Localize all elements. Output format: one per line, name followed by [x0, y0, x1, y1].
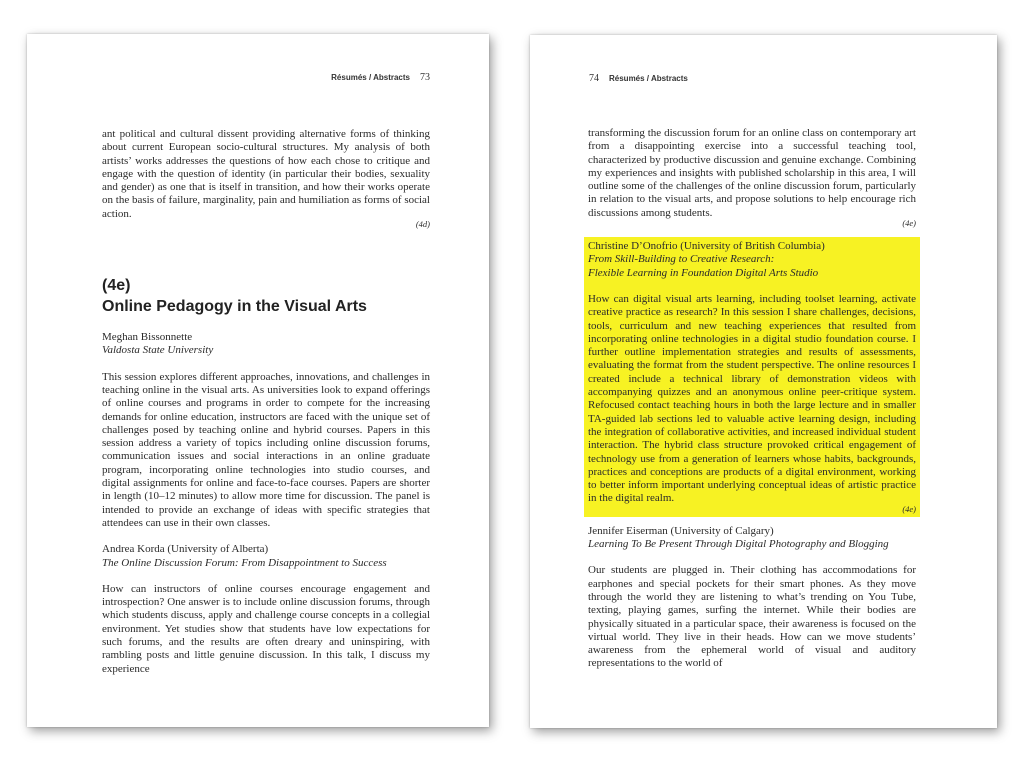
left-page [27, 34, 489, 727]
section-ref: (4e) [902, 503, 916, 514]
continued-abstract: transforming the discussion forum for an online class on contemporary art from a disappointing exercise into a successful teaching tool, characterized by productive discussion and genuine exchange. Combining my experiences and insights with published scholarship in this area, I will outline some of the challenges of the online discussion forum, particularly in relation to the visual arts, and propose solutions to help encourage rich discussions among students. [588, 127, 916, 219]
right-column [588, 127, 916, 671]
paper-author: Andrea Korda (University of Alberta) [102, 543, 269, 556]
page-header [331, 72, 430, 83]
page-number: 73 [420, 72, 430, 83]
session-chair: Meghan Bissonnette [102, 331, 193, 344]
paper-author: Jennifer Eiserman (University of Calgary) [588, 524, 774, 537]
section-ref: (4d) [415, 219, 430, 230]
running-head: Résumés / Abstracts [331, 73, 410, 82]
session-description: This session explores different approaches, innovations, and challenges in teaching online in the visual arts. As universities look to expand offerings of online courses and programs in order to compete for the increasing demands for online education, instructors are faced with the unique set of challenges posed by teaching online and hybrid courses. Papers in this session address a variety of topics including online discussion forums, communication issues and social interactions in an online graduate program, incorporating online technologies into studio courses, and digital assignments for online and face-to-face courses. Papers are shorter in length (10–12 minutes) to allow more time for discussion. The panel is intended to provide an exchange of ideas with specific strategies that attendees can use in their own classes. [102, 370, 430, 529]
right-page [530, 35, 997, 728]
paper-author: Christine D’Onofrio (University of British Columbia) [588, 240, 825, 253]
highlighted-abstract [584, 237, 920, 517]
paper-title: Learning To Be Present Through Digital Photography and Blogging [588, 538, 889, 551]
paper-title: The Online Discussion Forum: From Disappointment to Success [102, 556, 387, 569]
paper-abstract: Our students are plugged in. Their clothing has accommodations for earphones and special pockets for their smart phones. As they move through the world they are listening to what’s trending on You Tube, texting, playing games, surfing the internet. While their bodies are physically situated in a particular space, their awareness is focused on the virtual world. They live in their heads. How can we move students’ awareness from the ephemeral world of visual and auditory representations to the world of [588, 564, 916, 670]
page-header [589, 73, 688, 84]
section-ref: (4e) [902, 218, 916, 229]
left-column [102, 128, 430, 676]
paper-abstract: How can digital visual arts learning, including toolset learning, activate creative practice as research? In this session I share challenges, decisions, tools, curriculum and new teaching experiences that resulted from incorporating online technologies in a digital studio foundation course. I further outline implementation strategies and results of assessments, evaluating the format from the student perspective. The online resources I created include a technical library of demonstration videos with accompanying quizzes and an anonymous online peer-critique system. Refocused contact teaching hours in both the large lecture and in smaller TA-guided lab sections led to valuable active learning design, including the integration of collaborative activities, and increased individual student interaction. The hybrid class structure provoked critical engagement of technology use from a generation of learners whose habits, backgrounds, practices and conceptions are products of a digital environment, working to better inform important underlying conceptual ideas of artistic practice in the digital realm. [588, 292, 916, 505]
session-title: Online Pedagogy in the Visual Arts [102, 298, 367, 316]
continued-abstract: ant political and cultural dissent providing alternative forms of thinking about current European socio-cultural structures. My analysis of both artists’ works addresses the questions of how each chose to critique and engage with the question of identity (in particular their bodies, sexuality and gender) as one that is itself in transition, and how their works operate on the basis of failure, marginality, pain and humiliation as forms of social action. [102, 128, 430, 220]
paper-title-line1: From Skill-Building to Creative Research: [588, 253, 775, 266]
paper-abstract: How can instructors of online courses encourage engagement and introspection? One answer is to include online discussion forums, through which students discuss, apply and challenge course concepts in a collegial environment. Yet studies show that students have low expectations for such forums, and the results are often dreary and uninspiring, with rambling posts and little genuine discussion. In this talk, I discuss my experience [102, 582, 430, 675]
session-code: (4e) [102, 277, 131, 295]
running-head: Résumés / Abstracts [609, 74, 688, 83]
session-chair-affiliation: Valdosta State University [102, 344, 214, 357]
page-number: 74 [589, 73, 599, 84]
paper-title-line2: Flexible Learning in Foundation Digital Arts Studio [588, 266, 819, 279]
